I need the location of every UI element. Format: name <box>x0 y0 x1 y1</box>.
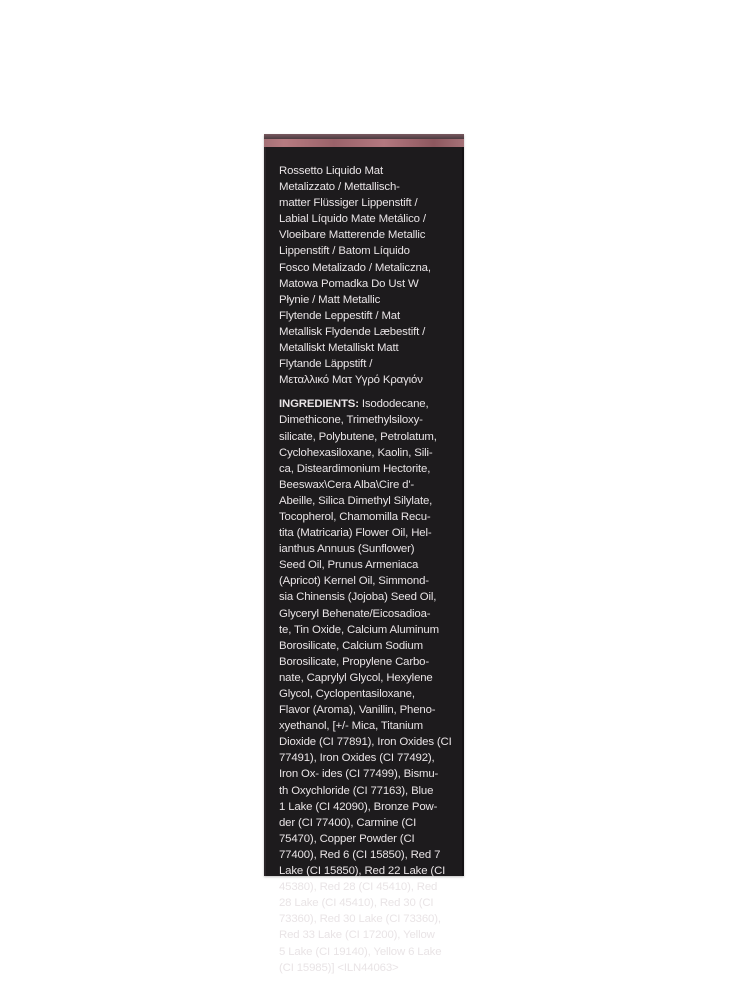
product-name-line: Lippenstift / Batom Líquido <box>279 245 410 258</box>
ingredients-line: xyethanol, [+/- Mica, Titanium <box>279 720 423 733</box>
ingredients-line: Seed Oil, Prunus Armeniaca <box>279 559 419 572</box>
product-name-line: Vloeibare Matterende Metallic <box>279 229 426 242</box>
ingredients-line: Dioxide (CI 77891), Iron Oxides (CI <box>279 736 452 749</box>
ingredients-line: 77400), Red 6 (CI 15850), Red 7 <box>279 848 441 861</box>
ingredients-line: 73360), Red 30 Lake (CI 73360), <box>279 913 441 926</box>
ingredients-line: Borosilicate, Propylene Carbo- <box>279 655 429 668</box>
ingredients-first-line <box>279 396 457 412</box>
product-name-line: Metalliskt Metalliskt Matt <box>279 342 399 355</box>
ingredients-line: 5 Lake (CI 19140), Yellow 6 Lake <box>279 945 442 958</box>
ingredients-line: sia Chinensis (Jojoba) Seed Oil, <box>279 591 437 604</box>
ingredients-label: INGREDIENTS: <box>279 398 359 411</box>
product-name-line: Flytande Läppstift / <box>279 358 373 371</box>
product-name-line: matter Flüssiger Lippenstift / <box>279 197 418 210</box>
box-left-edge <box>264 147 266 876</box>
section-gap <box>279 388 457 396</box>
product-name-line: Metallisk Flydende Læbestift / <box>279 325 426 338</box>
ingredients-line: Glycol, Cyclopentasiloxane, <box>279 688 415 700</box>
ingredients-line: ianthus Annuus (Sunflower) <box>279 543 415 556</box>
ingredients-line: 1 Lake (CI 42090), Bronze Pow- <box>279 800 438 813</box>
ingredients-line: te, Tin Oxide, Calcium Aluminum <box>279 623 439 636</box>
ingredients-line: (Apricot) Kernel Oil, Simmond- <box>279 575 429 588</box>
product-name-line: Metalizzato / Mettallisch- <box>279 181 400 194</box>
box-pink-edge <box>264 139 464 147</box>
product-name-line: Μεταλλικό Ματ Υγρό Κραγιόν <box>279 374 423 387</box>
ingredients-line: 45380), Red 28 (CI 45410), Red <box>279 881 438 894</box>
ingredients-line: Flavor (Aroma), Vanillin, Pheno- <box>279 704 436 717</box>
ingredients-line: silicate, Polybutene, Petrolatum, <box>279 430 437 443</box>
product-name-line: Fosco Metalizado / Metaliczna, <box>279 261 431 274</box>
product-name-line: Płynie / Matt Metallic <box>279 293 381 306</box>
product-name-line: Rossetto Liquido Mat <box>279 165 384 177</box>
ingredients-line: Dimethicone, Trimethylsiloxy- <box>279 414 423 427</box>
ingredients-line: 75470), Copper Powder (CI <box>279 832 415 845</box>
box-right-edge <box>462 147 464 876</box>
ingredients-line: Lake (CI 15850), Red 22 Lake (CI <box>279 865 446 878</box>
ingredients-line: Cyclohexasiloxane, Kaolin, Sili- <box>279 446 433 459</box>
ingredients-line: Tocopherol, Chamomilla Recu- <box>279 510 431 523</box>
label-text-block <box>279 163 457 976</box>
ingredients-line: ca, Disteardimonium Hectorite, <box>279 462 431 475</box>
ingredients-line: Borosilicate, Calcium Sodium <box>279 639 423 652</box>
ingredients-line: (CI 15985)] <ILN44063> <box>279 961 399 974</box>
product-name-line: Matowa Pomadka Do Ust W <box>279 277 419 290</box>
ingredients-block <box>279 396 457 975</box>
ingredients-line: der (CI 77400), Carmine (CI <box>279 816 417 829</box>
ingredients-first-line-text: Isododecane, <box>358 398 429 411</box>
ingredients-line: Red 33 Lake (CI 17200), Yellow <box>279 929 435 942</box>
ingredients-line: 77491), Iron Oxides (CI 77492), <box>279 752 435 765</box>
product-names-block <box>279 163 457 388</box>
ingredients-line: nate, Caprylyl Glycol, Hexylene <box>279 671 433 684</box>
product-name-line: Flytende Leppestift / Mat <box>279 309 400 322</box>
ingredients-line: Beeswax\Cera Alba\Cire d'- <box>279 478 415 491</box>
ingredients-line: tita (Matricaria) Flower Oil, Hel- <box>279 527 432 540</box>
product-name-line: Labial Líquido Mate Metálico / <box>279 213 426 226</box>
ingredients-line: Abeille, Silica Dimethyl Silylate, <box>279 494 433 507</box>
ingredients-line: Iron Ox- ides (CI 77499), Bismu- <box>279 768 439 781</box>
ingredients-line: th Oxychloride (CI 77163), Blue <box>279 784 434 797</box>
ingredients-line: 28 Lake (CI 45410), Red 30 (CI <box>279 897 434 910</box>
ingredients-line: Glyceryl Behenate/Eicosadioa- <box>279 607 431 620</box>
